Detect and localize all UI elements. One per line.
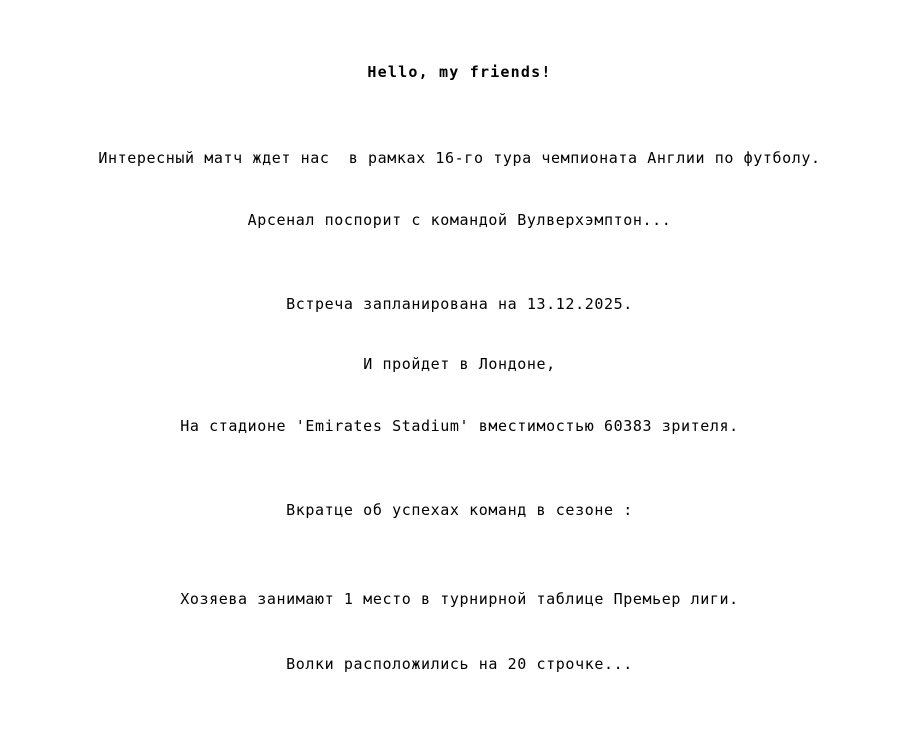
city-line: И пройдет в Лондоне, bbox=[363, 355, 556, 373]
document-title: Hello, my friends! bbox=[367, 63, 552, 81]
document-page bbox=[0, 63, 919, 736]
away-standing-line: Волки расположились на 20 строчке... bbox=[286, 655, 633, 673]
date-line: Встреча запланирована на 13.12.2025. bbox=[286, 295, 633, 313]
stadium-line: На стадионе 'Emirates Stadium' вместимостью 60383 зрителя. bbox=[180, 417, 739, 435]
intro-line: Интересный матч ждет нас в рамках 16-го тура чемпионата Англии по футболу. bbox=[98, 149, 821, 167]
home-standing-line: Хозяева занимают 1 место в турнирной таблице Премьер лиги. bbox=[180, 590, 739, 608]
teams-line: Арсенал поспорит с командой Вулверхэмптон... bbox=[247, 211, 672, 229]
summary-heading-line: Вкратце об успехах команд в сезоне : bbox=[286, 501, 633, 519]
